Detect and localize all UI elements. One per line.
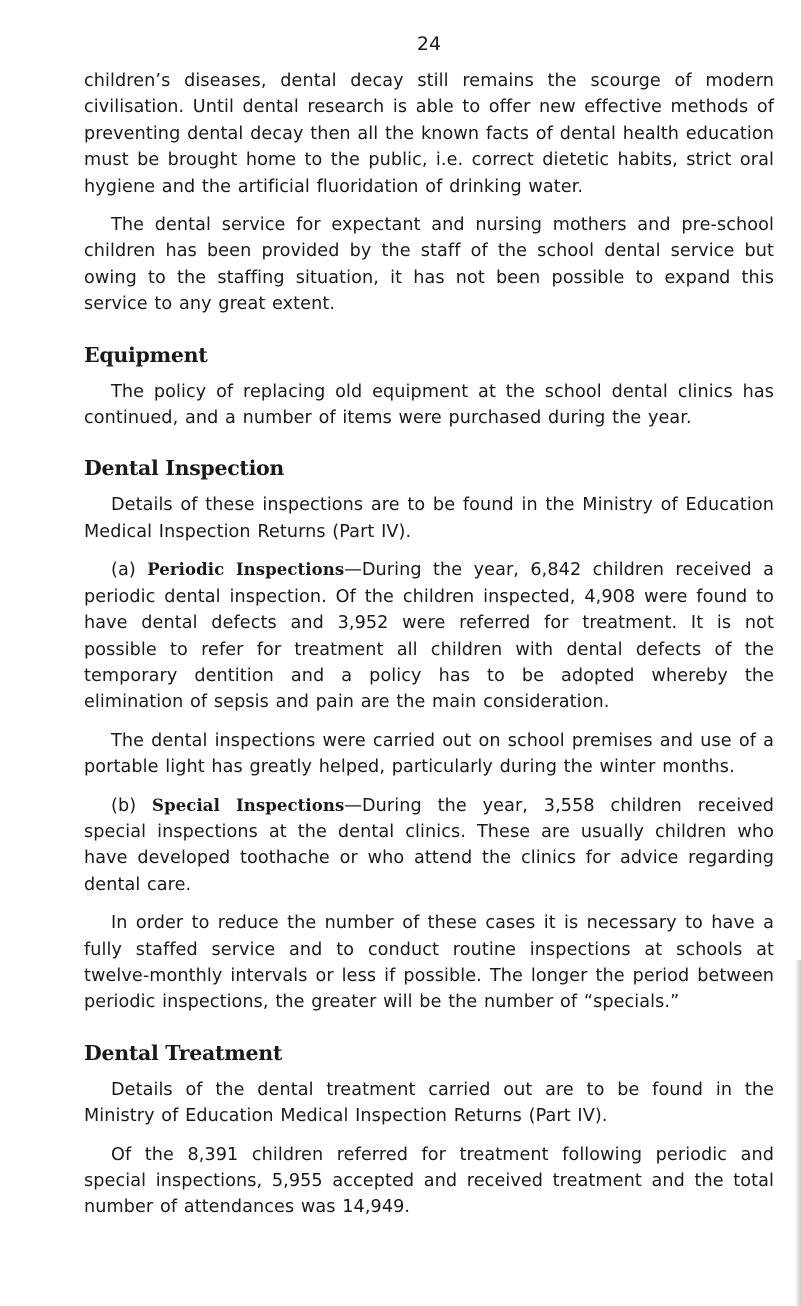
paragraph-equipment-policy: The policy of replacing old equipment at the school dental clinics has continued, and a number of items were purchased during the year.	[84, 381, 774, 429]
paragraph-periodic-inspections	[84, 557, 774, 715]
periodic-inspections-text: —During the year, 6,842 children received a periodic dental inspection. Of the children inspected, 4,908 were found to have dental defects and 3,952 were referred for treatment. It is not possible to refer for treatment all children with dental defects of the temporary dentition and a policy has to be adopted whereby the elimination of sepsis and pain are the main consideration.	[84, 560, 774, 713]
page-edge-shadow	[795, 960, 801, 1306]
paragraph-inspection-details: Details of these inspections are to be found in the Ministry of Education Medical Inspection Returns (Part IV).	[84, 495, 774, 542]
page-number: 24	[416, 33, 442, 55]
special-inspections-label: Special Inspections	[152, 795, 345, 815]
document-page	[84, 32, 774, 1233]
paragraph-school-premises: The dental inspections were carried out on school premises and use of a portable light has greatly helped, particularly during the winter months.	[84, 730, 774, 778]
paragraph-treatment-details: Details of the dental treatment carried out are to be found in the Ministry of Education Medical Inspection Returns (Part IV).	[84, 1079, 774, 1127]
special-prefix: (b)	[111, 795, 153, 816]
heading-dental-treatment: Dental Treatment	[84, 1040, 283, 1065]
section-equipment	[84, 342, 774, 432]
special-inspections-text: —During the year, 3,558 children received special inspections at the dental clinics. These are usually children who have developed toothache or who attend the clinics for advice regarding dental care.	[84, 795, 775, 895]
periodic-inspections-label: Periodic Inspections	[147, 560, 345, 580]
paragraph-decay-intro: children’s diseases, dental decay still remains the scourge of modern civilisation. Until dental research is able to offer new effective methods of preventing dental decay then all the known facts of dental health education must be brought home to the public, i.e. correct dietetic habits, strict oral hygiene and the artificial fluoridation of drinking water.	[84, 71, 774, 197]
paragraph-treatment-figures: Of the 8,391 children referred for treatment following periodic and special inspections, 5,955 accepted and received treatment and the total number of attendances was 14,949.	[84, 1144, 774, 1218]
periodic-prefix: (a)	[111, 560, 148, 581]
heading-dental-inspection: Dental Inspection	[84, 456, 285, 481]
heading-equipment: Equipment	[84, 342, 208, 367]
paragraph-reduce-specials: In order to reduce the number of these cases it is necessary to have a fully staffed service and to conduct routine inspections at schools at twelve-monthly intervals or less if possible. The longer the period between periodic inspections, the greater will be the number of “specials.”	[84, 913, 774, 1013]
section-dental-inspection	[84, 455, 774, 1015]
paragraph-special-inspections	[84, 793, 774, 899]
paragraph-expectant-mothers: The dental service for expectant and nursing mothers and pre-school children has been provided by the staff of the school dental service but owing to the staffing situation, it has not been possible to expand this service to any great extent.	[84, 215, 774, 315]
section-dental-treatment	[84, 1040, 774, 1221]
